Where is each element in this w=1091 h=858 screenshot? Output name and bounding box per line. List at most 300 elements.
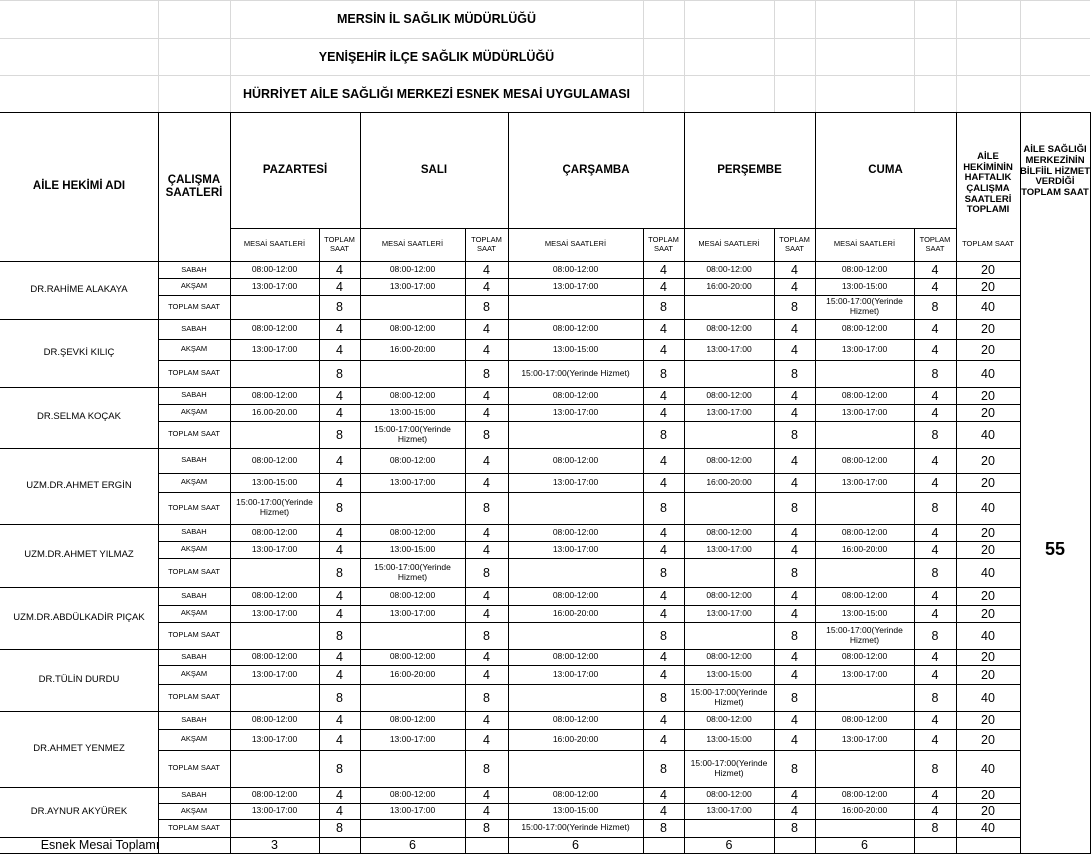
shift-time <box>510 492 641 524</box>
shift-time: 13:00-17:00 <box>552 280 599 291</box>
weekly-total: 20 <box>981 650 995 664</box>
shift-label: TOPLAM SAAT <box>168 692 220 702</box>
doctor-name: DR.TÜLİN DURDU <box>38 673 120 685</box>
day-hours: 4 <box>931 589 939 603</box>
day-hours: 4 <box>660 388 667 403</box>
doctor-name: DR.ŞEVKİ KILIÇ <box>43 346 115 358</box>
shift-time <box>817 360 912 387</box>
day-hours: 4 <box>336 542 343 557</box>
shift-time: 13:00-17:00 <box>389 805 436 816</box>
shift-time <box>817 558 912 587</box>
grid-line-v <box>158 0 159 112</box>
day-hours: 8 <box>660 821 667 835</box>
shift-time: 13:00-15:00 <box>389 406 436 417</box>
grid-line-v <box>815 0 816 112</box>
weekly-total: 20 <box>981 263 995 277</box>
day-hours: 8 <box>660 565 667 580</box>
day-hours: 4 <box>791 542 798 557</box>
shift-time: 08:00-12:00 <box>552 323 599 334</box>
shift-time: 08:00-12:00 <box>552 714 599 725</box>
shift-label: SABAH <box>181 264 207 274</box>
title-line-3: HÜRRİYET AİLE SAĞLIĞI MERKEZİ ESNEK MESAİ UYGULAMASI <box>242 86 631 101</box>
shift-time: 08:00-12:00 <box>706 590 752 601</box>
shift-time: 15:00-17:00(Yerinde Hizmet) <box>521 367 630 378</box>
shift-time: 08:00-12:00 <box>706 264 752 275</box>
weekly-total: 20 <box>981 667 995 682</box>
day-hours: 8 <box>791 761 798 776</box>
shift-time <box>817 819 912 837</box>
doctor-name: DR.RAHİME ALAKAYA <box>30 284 128 296</box>
day-hours: 8 <box>336 427 343 442</box>
shift-time: 15:00-17:00(Yerinde Hizmet) <box>236 497 313 517</box>
shift-time: 08:00-12:00 <box>706 323 752 334</box>
day-hours: 4 <box>336 525 343 540</box>
day-hours: 8 <box>336 501 343 515</box>
day-hours: 8 <box>931 501 939 515</box>
day-hours: 4 <box>483 667 490 682</box>
day-hours: 4 <box>336 732 343 747</box>
shift-time: 15:00-17:00(Yerinde Hizmet) <box>374 423 451 444</box>
shift-time: 08:00-12:00 <box>251 714 298 725</box>
shift-time: 13:00-17:00 <box>251 543 298 554</box>
shift-time: 13:00-15:00 <box>389 543 436 554</box>
shift-time: 13:00-15:00 <box>552 343 599 354</box>
shift-time: 08:00-12:00 <box>251 526 298 537</box>
day-hours: 4 <box>336 650 343 664</box>
day-hours: 4 <box>336 279 343 294</box>
shift-time: 16.00-20.00 <box>251 406 298 417</box>
day-hours: 4 <box>336 388 343 403</box>
shift-time <box>686 558 772 587</box>
shift-time: 13:00-15:00 <box>841 607 888 618</box>
day-header: PAZARTESİ <box>262 163 328 176</box>
day-hours: 4 <box>931 650 939 664</box>
shift-time: 16:00-20:00 <box>389 343 436 354</box>
shift-time <box>232 558 317 587</box>
day-hours: 4 <box>791 667 798 682</box>
shift-time: 08:00-12:00 <box>389 789 436 800</box>
day-hours: 4 <box>791 525 798 540</box>
shift-time: 08:00-12:00 <box>251 789 298 800</box>
day-hours: 8 <box>336 628 343 643</box>
shift-time: 08:00-12:00 <box>841 323 888 334</box>
shift-time: 08:00-12:00 <box>389 526 436 537</box>
shift-label: SABAH <box>181 714 207 724</box>
day-hours: 8 <box>483 300 490 314</box>
grid-line-h <box>0 853 1091 854</box>
shift-label: AKŞAM <box>180 544 208 554</box>
shift-label: TOPLAM SAAT <box>168 301 220 311</box>
day-header: CUMA <box>868 163 903 176</box>
doctor-name: DR.AHMET YENMEZ <box>33 742 125 754</box>
day-hours: 4 <box>483 589 490 603</box>
shift-time: 13:00-17:00 <box>389 733 436 744</box>
shift-time: 13:00-17:00 <box>706 607 752 618</box>
shift-time <box>686 295 772 319</box>
doctor-name-header: AİLE HEKİMİ ADI <box>32 180 126 193</box>
shift-time: 08:00-12:00 <box>706 526 752 537</box>
shift-time: 13:00-15:00 <box>841 280 888 291</box>
day-hours: 4 <box>336 713 343 727</box>
day-hours: 4 <box>931 542 939 557</box>
day-hours: 4 <box>336 342 343 357</box>
day-hours: 4 <box>931 475 939 490</box>
shift-time <box>362 622 463 649</box>
shift-label: AKŞAM <box>180 669 208 679</box>
shift-time: 13:00-17:00 <box>841 668 888 679</box>
total-hours-subheader: TOPLAM SAAT <box>471 235 502 253</box>
shift-label: TOPLAM SAAT <box>168 502 220 512</box>
day-hours: 4 <box>931 606 939 621</box>
shift-time: 08:00-12:00 <box>552 454 599 465</box>
day-hours: 4 <box>660 788 667 802</box>
shift-time: 08:00-12:00 <box>552 264 599 275</box>
day-hours: 8 <box>791 821 798 835</box>
shift-time: 15:00-17:00(Yerinde Hizmet) <box>690 686 768 707</box>
shift-time: 08:00-12:00 <box>706 651 752 662</box>
shift-time: 13:00-17:00 <box>841 406 888 417</box>
doctor-name: UZM.DR.ABDÜLKADİR PIÇAK <box>13 611 145 623</box>
shift-time: 08:00-12:00 <box>841 389 888 400</box>
day-hours: 8 <box>931 761 939 776</box>
weekly-total: 20 <box>981 788 995 802</box>
day-hours: 4 <box>483 405 490 420</box>
shift-time: 13:00-17:00 <box>251 805 298 816</box>
day-hours: 4 <box>483 453 490 468</box>
day-hours: 4 <box>483 650 490 664</box>
day-hours: 8 <box>336 366 343 381</box>
shift-time: 13:00-17:00 <box>841 733 888 744</box>
shift-time: 08:00-12:00 <box>841 789 888 800</box>
shift-time: 08:00-12:00 <box>389 264 436 275</box>
grid-line-v <box>774 0 775 112</box>
shift-time <box>362 492 463 524</box>
day-hours: 4 <box>336 606 343 621</box>
shift-time <box>232 684 317 711</box>
shift-time: 16:00-20:00 <box>841 543 888 554</box>
shift-label: AKŞAM <box>180 281 208 291</box>
shift-hours-subheader: MESAİ SAATLERİ <box>544 239 607 249</box>
weekly-total: 40 <box>981 761 995 776</box>
day-hours: 8 <box>660 761 667 776</box>
shift-time: 08:00-12:00 <box>389 590 436 601</box>
day-hours: 8 <box>791 427 798 442</box>
shift-time <box>686 421 772 448</box>
shift-time <box>686 360 772 387</box>
day-hours: 4 <box>791 388 798 403</box>
day-hours: 4 <box>660 322 667 336</box>
day-hours: 4 <box>660 732 667 747</box>
shift-time: 08:00-12:00 <box>841 454 888 465</box>
shift-time: 16:00-20:00 <box>706 280 752 291</box>
shift-time: 08:00-12:00 <box>389 454 436 465</box>
shift-label: SABAH <box>181 527 207 537</box>
day-hours: 4 <box>931 263 939 277</box>
shift-hours-subheader: MESAİ SAATLERİ <box>381 239 444 249</box>
shift-hours-subheader: MESAİ SAATLERİ <box>698 239 760 249</box>
shift-label: TOPLAM SAAT <box>168 763 220 773</box>
day-hours: 4 <box>336 453 343 468</box>
day-hours: 8 <box>660 628 667 643</box>
day-hours: 4 <box>791 589 798 603</box>
shift-time <box>232 360 317 387</box>
shift-time: 08:00-12:00 <box>552 651 599 662</box>
shift-time: 13:00-17:00 <box>841 343 888 354</box>
day-hours: 4 <box>336 788 343 802</box>
weekly-total: 20 <box>981 322 995 336</box>
weekly-total: 40 <box>981 300 995 314</box>
day-header: SALI <box>420 163 448 176</box>
shift-time <box>362 750 463 787</box>
day-hours: 4 <box>791 788 798 802</box>
day-hours: 4 <box>336 589 343 603</box>
day-hours: 8 <box>931 690 939 705</box>
weekly-total: 20 <box>981 606 995 621</box>
day-hours: 4 <box>931 388 939 403</box>
day-hours: 8 <box>483 565 490 580</box>
grid-line-v <box>1020 0 1021 112</box>
day-hours: 4 <box>791 732 798 747</box>
footer-value: 6 <box>725 838 733 852</box>
day-hours: 8 <box>791 628 798 643</box>
shift-time: 13:00-17:00 <box>706 805 752 816</box>
shift-time <box>686 492 772 524</box>
grid-line-v <box>914 0 915 112</box>
shift-label: TOPLAM SAAT <box>168 822 220 832</box>
day-hours: 4 <box>483 279 490 294</box>
shift-time: 08:00-12:00 <box>389 389 436 400</box>
shift-time: 16:00-20:00 <box>389 668 436 679</box>
footer-value: 6 <box>409 838 416 852</box>
shift-time: 08:00-12:00 <box>389 651 436 662</box>
shift-hours-subheader: MESAİ SAATLERİ <box>243 239 306 249</box>
day-hours: 4 <box>336 405 343 420</box>
shift-time <box>232 750 317 787</box>
grid-line-v <box>684 0 685 112</box>
center-total-header: AİLE SAĞLIĞI MERKEZİNİN BİLFİİL HİZMET VERDİĞİ TOPLAM SAAT <box>1020 144 1090 198</box>
shift-time: 08:00-12:00 <box>706 714 752 725</box>
shift-time: 13:00-17:00 <box>706 543 752 554</box>
day-hours: 4 <box>931 713 939 727</box>
day-hours: 4 <box>791 606 798 621</box>
shift-time <box>510 558 641 587</box>
shift-time <box>232 819 317 837</box>
weekly-total-header: AİLE HEKİMİNİN HAFTALIK ÇALIŞMA SAATLERİ TOPLAMI <box>963 151 1013 216</box>
shift-time: 13:00-15:00 <box>552 805 599 816</box>
shift-time: 13:00-17:00 <box>251 343 298 354</box>
day-hours: 8 <box>931 628 939 643</box>
day-hours: 4 <box>931 667 939 682</box>
day-hours: 8 <box>336 300 343 314</box>
day-hours: 4 <box>336 667 343 682</box>
day-hours: 4 <box>483 388 490 403</box>
weekly-total: 40 <box>981 366 995 381</box>
shift-time: 13:00-17:00 <box>251 668 298 679</box>
day-hours: 4 <box>660 589 667 603</box>
day-hours: 4 <box>660 713 667 727</box>
day-hours: 4 <box>931 342 939 357</box>
shift-time: 08:00-12:00 <box>841 714 888 725</box>
shift-time <box>232 295 317 319</box>
shift-time: 08:00-12:00 <box>251 651 298 662</box>
shift-time: 08:00-12:00 <box>552 526 599 537</box>
day-hours: 4 <box>660 279 667 294</box>
work-hours-header: ÇALIŞMA SAATLERİ <box>165 173 223 199</box>
doctor-name: DR.AYNUR AKYÜREK <box>30 805 128 817</box>
shift-time <box>817 421 912 448</box>
day-hours: 4 <box>931 279 939 294</box>
day-hours: 4 <box>660 606 667 621</box>
shift-time: 15:00-17:00(Yerinde Hizmet) <box>521 822 630 833</box>
shift-time: 13:00-17:00 <box>389 607 436 618</box>
day-hours: 4 <box>931 804 939 818</box>
day-hours: 4 <box>483 606 490 621</box>
shift-time: 08:00-12:00 <box>389 714 436 725</box>
shift-time <box>510 684 641 711</box>
total-hours-subheader: TOPLAM SAAT <box>919 235 951 253</box>
shift-time <box>817 684 912 711</box>
day-hours: 8 <box>931 300 939 314</box>
shift-time: 16:00-20:00 <box>552 733 599 744</box>
shift-time: 08:00-12:00 <box>841 526 888 537</box>
day-hours: 4 <box>791 279 798 294</box>
day-hours: 4 <box>791 804 798 818</box>
shift-time <box>362 819 463 837</box>
shift-time: 16:00-20:00 <box>841 805 888 816</box>
day-hours: 8 <box>336 690 343 705</box>
shift-time: 08:00-12:00 <box>841 590 888 601</box>
weekly-total: 40 <box>981 427 995 442</box>
total-hours-subheader: TOPLAM SAAT <box>962 239 1014 249</box>
shift-label: AKŞAM <box>180 407 208 417</box>
title-line-1: MERSİN İL SAĞLIK MÜDÜRLÜĞÜ <box>336 12 537 26</box>
weekly-total: 20 <box>981 453 995 468</box>
day-hours: 4 <box>791 263 798 277</box>
day-hours: 8 <box>483 690 490 705</box>
weekly-total: 40 <box>981 821 995 835</box>
doctor-name: DR.SELMA KOÇAK <box>37 411 121 423</box>
shift-time: 08:00-12:00 <box>706 389 752 400</box>
shift-time: 13:00-17:00 <box>251 733 298 744</box>
weekly-total: 20 <box>981 732 995 747</box>
shift-time: 13:00-17:00 <box>706 343 752 354</box>
day-hours: 4 <box>931 732 939 747</box>
weekly-total: 40 <box>981 501 995 515</box>
shift-time <box>817 750 912 787</box>
day-hours: 4 <box>660 263 667 277</box>
day-hours: 4 <box>660 525 667 540</box>
shift-time: 15:00-17:00(Yerinde Hizmet) <box>826 624 903 645</box>
day-hours: 8 <box>483 501 490 515</box>
shift-time: 15:00-17:00(Yerinde Hizmet) <box>826 296 903 316</box>
shift-time <box>232 622 317 649</box>
day-hours: 4 <box>791 713 798 727</box>
shift-time: 13:00-17:00 <box>552 668 599 679</box>
shift-time <box>232 421 317 448</box>
day-hours: 8 <box>483 366 490 381</box>
center-total-value: 55 <box>1044 539 1066 560</box>
day-hours: 4 <box>660 542 667 557</box>
weekly-total: 20 <box>981 475 995 490</box>
day-hours: 8 <box>336 821 343 835</box>
day-hours: 4 <box>931 453 939 468</box>
shift-time: 13:00-17:00 <box>251 607 298 618</box>
shift-time: 13:00-15:00 <box>251 476 298 487</box>
day-hours: 4 <box>483 263 490 277</box>
shift-time <box>510 750 641 787</box>
day-hours: 4 <box>931 322 939 336</box>
shift-time: 08:00-12:00 <box>841 651 888 662</box>
day-hours: 8 <box>791 501 798 515</box>
weekly-total: 40 <box>981 690 995 705</box>
shift-label: AKŞAM <box>180 477 208 487</box>
day-hours: 8 <box>931 821 939 835</box>
shift-label: TOPLAM SAAT <box>168 429 220 439</box>
shift-time <box>817 492 912 524</box>
shift-label: SABAH <box>181 651 207 661</box>
shift-time: 13:00-17:00 <box>251 280 298 291</box>
day-hours: 4 <box>336 322 343 336</box>
weekly-total: 20 <box>981 342 995 357</box>
shift-label: TOPLAM SAAT <box>168 567 220 577</box>
day-hours: 4 <box>660 342 667 357</box>
weekly-total: 20 <box>981 388 995 403</box>
shift-label: AKŞAM <box>180 608 208 618</box>
title-line-2: YENİŞEHİR İLÇE SAĞLIK MÜDÜRLÜĞÜ <box>318 49 555 64</box>
shift-time: 13:00-17:00 <box>552 543 599 554</box>
shift-time: 16:00-20:00 <box>706 476 752 487</box>
day-hours: 4 <box>483 475 490 490</box>
shift-label: TOPLAM SAAT <box>168 630 220 640</box>
day-hours: 4 <box>660 475 667 490</box>
shift-time: 13:00-17:00 <box>706 406 752 417</box>
day-hours: 4 <box>791 475 798 490</box>
shift-label: SABAH <box>181 789 207 799</box>
day-hours: 4 <box>791 322 798 336</box>
footer-value: 6 <box>572 838 579 852</box>
shift-time: 13:00-17:00 <box>552 406 599 417</box>
shift-time <box>686 622 772 649</box>
shift-time: 15:00-17:00(Yerinde Hizmet) <box>374 561 451 582</box>
shift-time: 08:00-12:00 <box>841 264 888 275</box>
day-hours: 8 <box>483 628 490 643</box>
shift-time: 13:00-15:00 <box>706 733 752 744</box>
day-hours: 4 <box>791 650 798 664</box>
shift-time: 13:00-15:00 <box>706 668 752 679</box>
shift-time: 08:00-12:00 <box>552 789 599 800</box>
day-hours: 4 <box>483 732 490 747</box>
shift-time: 15:00-17:00(Yerinde Hizmet) <box>690 757 768 778</box>
day-hours: 4 <box>660 453 667 468</box>
shift-time <box>510 295 641 319</box>
weekly-total: 20 <box>981 525 995 540</box>
shift-time: 16:00-20:00 <box>552 607 599 618</box>
weekly-total: 20 <box>981 405 995 420</box>
day-hours: 4 <box>483 342 490 357</box>
day-hours: 8 <box>483 821 490 835</box>
footer-label: Esnek Mesai Toplamı <box>40 838 160 852</box>
shift-time: 08:00-12:00 <box>552 389 599 400</box>
shift-time: 13:00-17:00 <box>389 476 436 487</box>
day-header: ÇARŞAMBA <box>562 163 630 176</box>
shift-time: 08:00-12:00 <box>251 590 298 601</box>
day-header: PERŞEMBE <box>717 163 782 176</box>
doctor-name: UZM.DR.AHMET YILMAZ <box>24 549 134 561</box>
footer-value: 3 <box>271 838 278 852</box>
day-hours: 4 <box>931 788 939 802</box>
day-hours: 4 <box>660 804 667 818</box>
total-hours-subheader: TOPLAM SAAT <box>779 235 810 253</box>
